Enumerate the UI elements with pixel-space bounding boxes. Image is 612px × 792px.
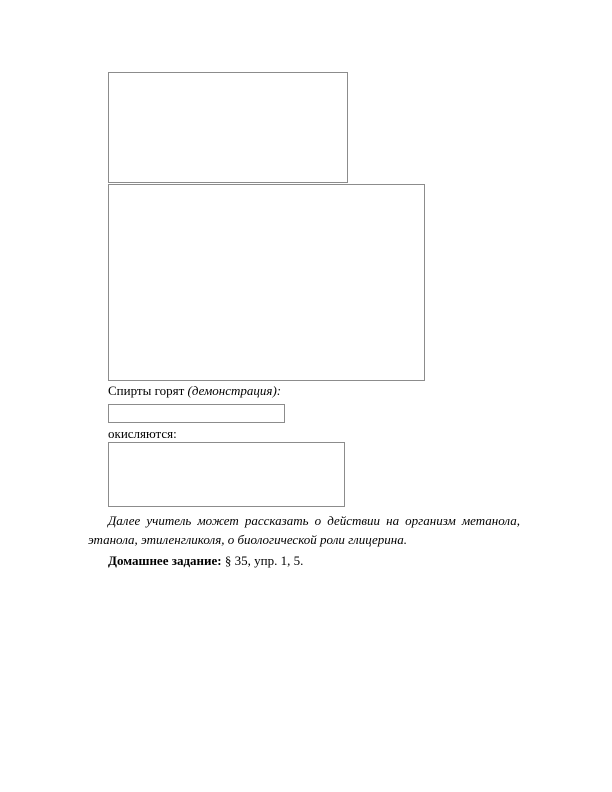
homework-value: § 35, упр. 1, 5. xyxy=(224,553,304,568)
homework-line xyxy=(108,553,303,569)
homework-label: Домашнее задание: xyxy=(108,553,222,568)
combustion-equation-frame xyxy=(108,404,285,423)
oxidation-equation-frame xyxy=(108,442,345,507)
alcohols-burn-line xyxy=(108,383,281,399)
alcohols-burn-label: Спирты горят xyxy=(108,383,185,398)
demonstration-note: (демонстрация): xyxy=(187,383,282,398)
teacher-note-text: Далее учитель может рассказать о действии на организм метанола, этанола, этиленгликоля, о биологической роли глицерина. xyxy=(88,513,520,547)
teacher-note-paragraph xyxy=(88,511,520,549)
oxidize-label: окисляются: xyxy=(108,426,177,441)
equation-image-frame-2 xyxy=(108,184,425,381)
equation-image-frame-1 xyxy=(108,72,348,183)
